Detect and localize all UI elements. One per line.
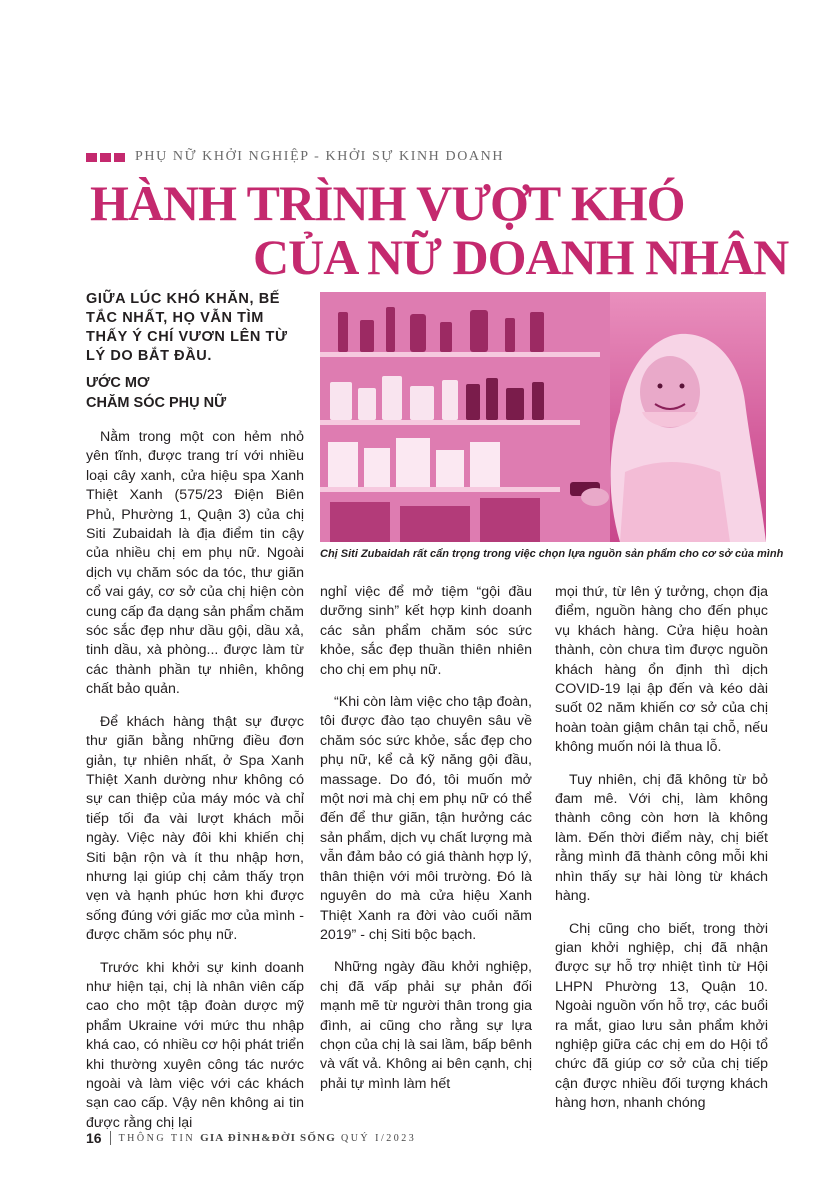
page-footer [86,1130,416,1146]
kicker-squares-icon [86,153,125,162]
paragraph: mọi thứ, từ lên ý tưởng, chọn địa điểm, nguồn hàng cho đến phục vụ khách hàng. Cửa hiệu hoàn thành, còn chưa tìm được nguồn khách hàng ổn định thì dịch COVID-19 lại ập đến và kéo dài suốt 02 năm khiến cơ sở của chị hoàn toàn giậm chân tại chỗ, nếu không muốn nói là thua lỗ. [555,584,768,756]
issue-label: QUÝ I/2023 [340,1133,417,1144]
paragraph: Trước khi khởi sự kinh doanh như hiện tại, chị là nhân viên cấp cao cho một tập đoàn dược mỹ phẩm Ukraine với mức thu nhập khá cao, có nhiều cơ hội phát triển khi thường xuyên công tác nước ngoài và làm việc với các khách sạn cao cấp. Vậy nên không ai tin được rằng chị lại [86,959,304,1131]
photo-caption: Chị Siti Zubaidah rất cẩn trọng trong việc chọn lựa nguồn sản phẩm cho cơ sở của mình [320,548,784,560]
section-kicker [86,149,504,165]
section-subhead [86,373,306,413]
paragraph: Tuy nhiên, chị đã không từ bỏ đam mê. Với chị, làm không thành công còn hơn là không làm. Đến thời điểm này, chị biết rằng mình đã thành công mỗi khi nhìn thấy sự hài lòng từ khách hàng. [555,771,768,905]
page-number: 16 [86,1130,102,1146]
paragraph: Để khách hàng thật sự được thư giãn bằng những điều đơn giản, tự nhiên nhất, ở Spa Xanh Thiệt Xanh dường như không có sự can thiệp của máy móc và chỉ tiếp tối đa vài lượt khách mỗi ngày. Việc này đôi khi khiến chị Siti bận rộn và ít thu nhập hơn, nhưng lại giúp chị cảm thấy trọn vẹn và hạnh phúc hơn khi được sống đúng với giấc mơ của mình - được chăm sóc phụ nữ. [86,713,304,944]
magazine-prefix: THÔNG TIN [118,1133,196,1144]
magazine-name [119,1132,417,1144]
paragraph: Nằm trong một con hẻm nhỏ yên tĩnh, được trang trí với nhiều loại cây xanh, cửa hiệu spa Xanh Thiệt Xanh (575/23 Điện Biên Phủ, Phường 1, Quận 3) của chị Siti Zubaidah là địa điểm tin cậy của nhiều chị em phụ nữ. Ngoài dịch vụ chăm sóc da tóc, thư giãn cổ vai gáy, cơ sở của chị hiện còn cung cấp đa dạng sản phẩm chăm sóc sắc đẹp như dầu gội, dầu xả, tinh dầu, xà phòng... được làm từ các thành phần tự nhiên, không chất bảo quản. [86,429,304,698]
kicker-text: PHỤ NỮ KHỞI NGHIỆP - KHỞI SỰ KINH DOANH [135,149,505,164]
magazine-title: GIA ĐÌNH&ĐỜI SỐNG [200,1132,336,1144]
lead-paragraph: GIỮA LÚC KHÓ KHĂN, BẾ TẮC NHẤT, HỌ VẪN TÌM THẤY Ý CHÍ VƯƠN LÊN TỪ LÝ DO BẮT ĐẦU. [86,291,288,364]
paragraph: “Khi còn làm việc cho tập đoàn, tôi được đào tạo chuyên sâu về chăm sóc sức khỏe, sắc đẹp cho phụ nữ, kể cả kỹ năng gội đầu, massage. Do đó, tôi muốn mở một nơi mà chị em phụ nữ có thể đến để thư giãn, tận hưởng các sản phẩm, dịch vụ chất lượng mà vẫn đảm bảo có giá thành hợp lý, thân thiện với môi trường. Đó là nguyên do mà cửa hiệu Xanh Thiệt Xanh ra đời vào cuối năm 2019” - chị Siti bộc bạch. [320,694,532,943]
photo-illustration [320,292,766,542]
subhead-line-2: CHĂM SÓC PHỤ NỮ [86,395,227,411]
article-column-3 [555,583,768,1127]
paragraph: Chị cũng cho biết, trong thời gian khởi nghiệp, chị đã nhận được sự hỗ trợ nhiệt tình từ Hội LHPN Phường 13, Quận 10. Ngoài nguồn vốn hỗ trợ, các buổi ra mắt, giao lưu sản phẩm khởi nghiệp giữa các chị em do Hội tổ chức đã giúp cơ sở của chị tiếp cận được nhiều đối tượng khách hàng hơn, nhanh chóng [555,920,768,1112]
subhead-line-1: ƯỚC MƠ [86,375,150,391]
article-column-2 [320,583,532,1107]
title-line-2: CỦA NỮ DOANH NHÂN [253,229,789,285]
article-column-1 [86,428,304,1146]
paragraph: nghỉ việc để mở tiệm “gội đầu dưỡng sinh” kết hợp kinh doanh các sản phẩm chăm sóc sức khỏe, sắc đẹp thuần thiên nhiên cho chị em phụ nữ. [320,584,532,678]
title-line-1: HÀNH TRÌNH VƯỢT KHÓ [90,175,685,231]
footer-divider [110,1131,111,1145]
paragraph: Những ngày đầu khởi nghiệp, chị đã vấp phải sự phản đối mạnh mẽ từ người thân trong gia đình, ai cũng cho rằng sự lựa chọn của chị là sai lầm, bấp bênh và vất vả. Không ai bên cạnh, chị phải tự mình làm hết [320,959,532,1092]
article-photo [320,292,766,542]
